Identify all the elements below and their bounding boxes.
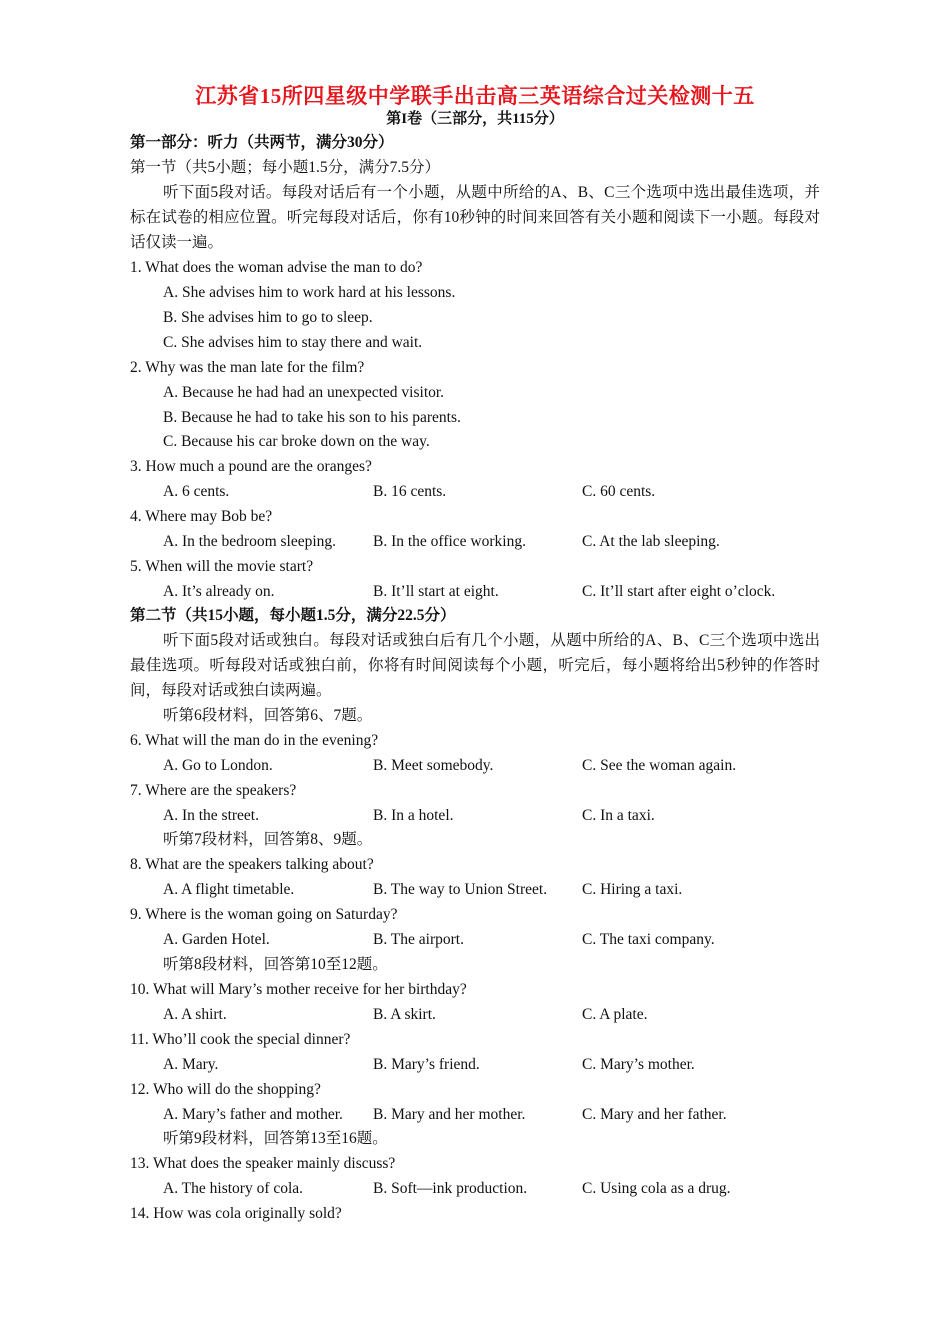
question-11: 11. Who’ll cook the special dinner?: [130, 1031, 351, 1048]
section1-instructions: 听下面5段对话。每段对话后有一个小题，从题中所给的A、B、C三个选项中选出最佳选项，并标在试卷的相应位置。听完每段对话后，你有10秒钟的时间来回答有关小题和阅读下一小题。每段对话仅读一遍。: [130, 184, 820, 251]
question-4: 4. Where may Bob be?: [130, 508, 273, 525]
question-9: 9. Where is the woman going on Saturday?: [130, 906, 398, 923]
option-8b: B. The way to Union Street.: [373, 881, 548, 898]
option-9b: B. The airport.: [373, 931, 464, 948]
question-7: 7. Where are the speakers?: [130, 782, 297, 799]
option-1c: C. She advises him to stay there and wait.: [163, 334, 423, 351]
option-7c: C. In a taxi.: [582, 807, 655, 824]
question-14: 14. How was cola originally sold?: [130, 1205, 342, 1222]
option-12b: B. Mary and her mother.: [373, 1106, 526, 1123]
material-note-8: 听第8段材料，回答第10至12题。: [163, 956, 388, 973]
document-subtitle: 第I卷（三部分，共115分）: [386, 111, 564, 127]
option-12a: A. Mary’s father and mother.: [163, 1106, 343, 1123]
question-3: 3. How much a pound are the oranges?: [130, 458, 372, 475]
option-5a: A. It’s already on.: [163, 583, 275, 600]
option-6a: A. Go to London.: [163, 757, 273, 774]
option-7a: A. In the street.: [163, 807, 259, 824]
option-8a: A. A flight timetable.: [163, 881, 295, 898]
option-6c: C. See the woman again.: [582, 757, 737, 774]
option-11b: B. Mary’s friend.: [373, 1056, 480, 1073]
material-note-7: 听第7段材料，回答第8、9题。: [163, 831, 373, 848]
option-2c: C. Because his car broke down on the way.: [163, 433, 430, 450]
option-13c: C. Using cola as a drug.: [582, 1180, 731, 1197]
question-10: 10. What will Mary’s mother receive for her birthday?: [130, 981, 467, 998]
option-12c: C. Mary and her father.: [582, 1106, 727, 1123]
option-11a: A. Mary.: [163, 1056, 219, 1073]
question-1: 1. What does the woman advise the man to do?: [130, 259, 423, 276]
option-9a: A. Garden Hotel.: [163, 931, 270, 948]
option-4c: C. At the lab sleeping.: [582, 533, 720, 550]
section2-instructions: 听下面5段对话或独白。每段对话或独白后有几个小题，从题中所给的A、B、C三个选项中选出最佳选项。听每段对话或独白前，你将有时间阅读每个小题，听完后，每小题将给出5秒钟的作答时间，每段对话或独白读两遍。: [130, 632, 820, 699]
document-title: 江苏省15所四星级中学联手出击高三英语综合过关检测十五: [195, 84, 755, 108]
option-7b: B. In a hotel.: [373, 807, 454, 824]
option-10a: A. A shirt.: [163, 1006, 227, 1023]
option-4b: B. In the office working.: [373, 533, 526, 550]
option-9c: C. The taxi company.: [582, 931, 715, 948]
section2-heading: 第二节（共15小题，每小题1.5分，满分22.5分）: [130, 607, 456, 624]
question-5: 5. When will the movie start?: [130, 558, 314, 575]
option-8c: C. Hiring a taxi.: [582, 881, 683, 898]
option-2a: A. Because he had had an unexpected visitor.: [163, 384, 445, 401]
material-note-9: 听第9段材料，回答第13至16题。: [163, 1130, 388, 1147]
question-2: 2. Why was the man late for the film?: [130, 359, 365, 376]
question-12: 12. Who will do the shopping?: [130, 1081, 321, 1098]
option-5b: B. It’ll start at eight.: [373, 583, 499, 600]
option-10c: C. A plate.: [582, 1006, 648, 1023]
option-3b: B. 16 cents.: [373, 483, 447, 500]
option-11c: C. Mary’s mother.: [582, 1056, 695, 1073]
question-6: 6. What will the man do in the evening?: [130, 732, 379, 749]
option-13b: B. Soft—ink production.: [373, 1180, 528, 1197]
option-1b: B. She advises him to go to sleep.: [163, 309, 373, 326]
option-13a: A. The history of cola.: [163, 1180, 304, 1197]
option-2b: B. Because he had to take his son to his parents.: [163, 409, 461, 426]
option-3c: C. 60 cents.: [582, 483, 656, 500]
section1-heading: 第一节（共5小题；每小题1.5分，满分7.5分）: [130, 159, 441, 176]
material-note-6: 听第6段材料，回答第6、7题。: [163, 707, 373, 724]
option-4a: A. In the bedroom sleeping.: [163, 533, 337, 550]
option-5c: C. It’ll start after eight o’clock.: [582, 583, 776, 600]
option-3a: A. 6 cents.: [163, 483, 230, 500]
option-1a: A. She advises him to work hard at his lessons.: [163, 284, 456, 301]
part1-heading: 第一部分：听力（共两节，满分30分）: [130, 134, 394, 151]
option-10b: B. A skirt.: [373, 1006, 436, 1023]
question-13: 13. What does the speaker mainly discuss?: [130, 1155, 396, 1172]
option-6b: B. Meet somebody.: [373, 757, 494, 774]
question-8: 8. What are the speakers talking about?: [130, 856, 374, 873]
